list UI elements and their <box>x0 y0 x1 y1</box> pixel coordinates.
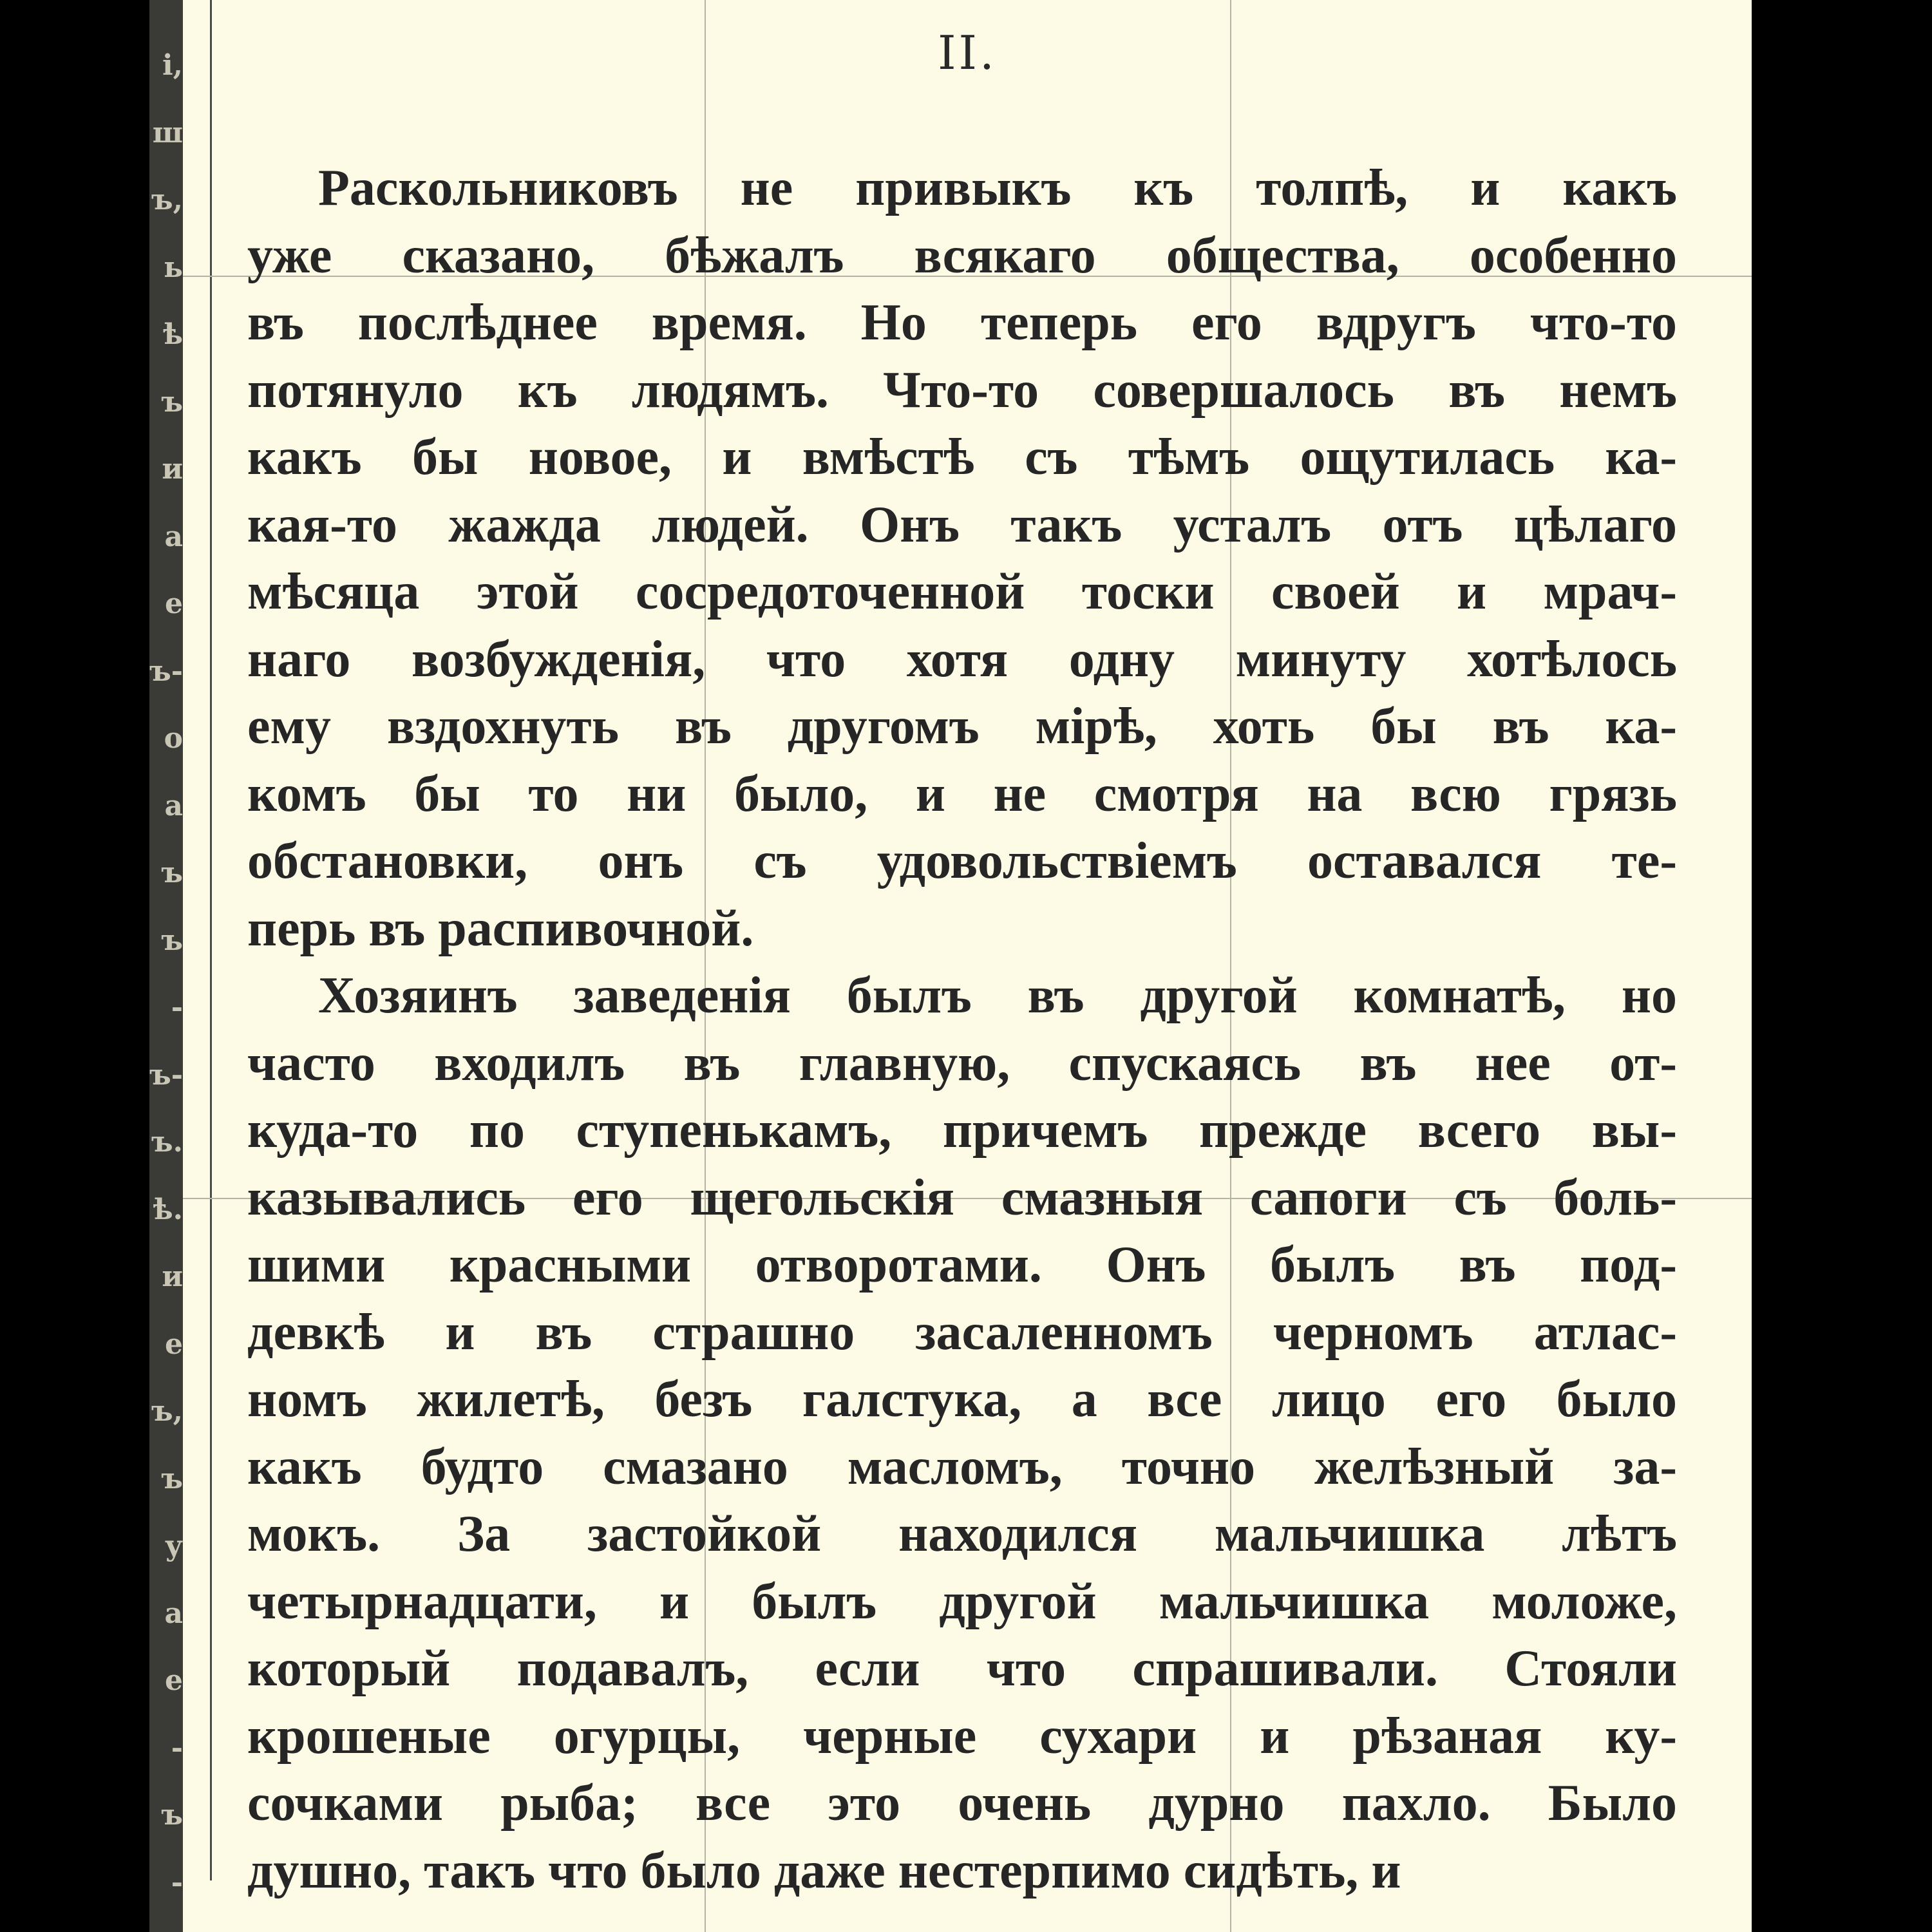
adjacent-page-glyph: ъ, <box>151 1395 183 1428</box>
adjacent-page-glyph: е <box>165 587 183 620</box>
adjacent-page-glyph: и <box>162 1260 183 1293</box>
text-line: перь въ распивочной. <box>247 900 754 957</box>
text-line: казывались его щегольскія смазныя сапоги съ боль- <box>247 1169 1677 1226</box>
adjacent-page-glyph: ь <box>164 251 183 284</box>
adjacent-page-glyph: ъ <box>161 1462 183 1495</box>
adjacent-page-glyph: ъ <box>161 923 183 957</box>
adjacent-page-glyph: ъ- <box>149 654 184 688</box>
book-page <box>183 0 1752 1932</box>
adjacent-page-glyph: і, <box>162 49 183 82</box>
text-line: потянуло къ людямъ. Что-то совершалось въ немъ <box>247 361 1677 419</box>
body-text <box>247 155 1677 1904</box>
text-line: Хозяинъ заведенія былъ въ другой комнатѣ, но <box>318 967 1677 1024</box>
adjacent-page-glyph: а <box>164 789 183 822</box>
adjacent-page-glyph: ш <box>152 116 183 149</box>
adjacent-page-glyph: у <box>164 1530 183 1562</box>
adjacent-page-glyph: - <box>171 991 183 1024</box>
adjacent-page-glyph: ъ <box>161 857 183 889</box>
adjacent-page-glyph: е <box>165 1327 183 1361</box>
adjacent-page-glyph: ъ, <box>151 184 183 216</box>
adjacent-page-glyph: ъ- <box>149 1058 184 1092</box>
adjacent-page-glyph: и <box>162 453 183 486</box>
adjacent-page-edge <box>149 0 183 1932</box>
adjacent-page-glyph: а <box>164 1596 183 1630</box>
text-line: какъ бы новое, и вмѣстѣ съ тѣмъ ощутилась ка- <box>247 429 1677 486</box>
text-line: кая-то жажда людей. Онъ такъ усталъ отъ цѣлаго <box>247 496 1677 553</box>
adjacent-page-glyph: ъ. <box>151 1126 183 1159</box>
adjacent-page-glyph: о <box>164 722 183 755</box>
text-line: крошеные огурцы, черные сухари и рѣзаная ку- <box>247 1707 1677 1765</box>
text-line: ему вздохнуть въ другомъ мірѣ, хоть бы въ ка- <box>247 698 1677 755</box>
adjacent-page-glyph: ъ <box>161 1799 183 1832</box>
text-line: мокъ. За застойкой находился мальчишка лѣтъ <box>247 1506 1677 1562</box>
text-line: уже сказано, бѣжалъ всякаго общества, особенно <box>247 227 1677 284</box>
text-line: комъ бы то ни было, и не смотря на всю грязь <box>247 765 1677 822</box>
adjacent-page-glyph: ъ <box>161 385 183 419</box>
text-line: какъ будто смазано масломъ, точно желѣзный за- <box>247 1438 1677 1495</box>
text-line: обстановки, онъ съ удовольствіемъ оставался те- <box>247 833 1677 889</box>
text-line: сочками рыба; все это очень дурно пахло. Было <box>247 1775 1677 1832</box>
adjacent-page-glyphs <box>149 32 183 1917</box>
text-line: часто входилъ въ главную, спускаясь въ нее от- <box>247 1034 1677 1092</box>
text-line: душно, такъ что было даже нестерпимо сидѣть, и <box>247 1842 1401 1899</box>
text-line: наго возбужденія, что хотя одну минуту хотѣлось <box>247 630 1677 688</box>
chapter-heading: II. <box>938 26 997 80</box>
adjacent-page-glyph: - <box>171 1866 183 1899</box>
text-line: куда-то по ступенькамъ, причемъ прежде всего вы- <box>247 1102 1677 1159</box>
adjacent-page-glyph: е <box>165 1664 183 1697</box>
adjacent-page-glyph: ѣ. <box>153 1193 183 1226</box>
text-line: четырнадцати, и былъ другой мальчишка моложе, <box>247 1573 1677 1630</box>
text-line: шими красными отворотами. Онъ былъ въ под- <box>247 1236 1677 1293</box>
text-line: девкѣ и въ страшно засаленномъ черномъ атлас- <box>247 1303 1677 1361</box>
text-line: въ послѣднее время. Но теперь его вдругъ что-то <box>247 294 1677 351</box>
adjacent-page-glyph: - <box>171 1731 183 1765</box>
margin-rule <box>210 0 212 1880</box>
text-line: который подавалъ, если что спрашивали. Стояли <box>247 1640 1677 1697</box>
text-line: мѣсяца этой сосредоточенной тоски своей и мрач- <box>247 564 1677 620</box>
adjacent-page-glyph: ѣ <box>163 318 183 351</box>
text-line: номъ жилетѣ, безъ галстука, а все лицо его было <box>247 1371 1677 1428</box>
adjacent-page-glyph: а <box>164 520 183 553</box>
text-line: Раскольниковъ не привыкъ къ толпѣ, и какъ <box>318 160 1677 216</box>
